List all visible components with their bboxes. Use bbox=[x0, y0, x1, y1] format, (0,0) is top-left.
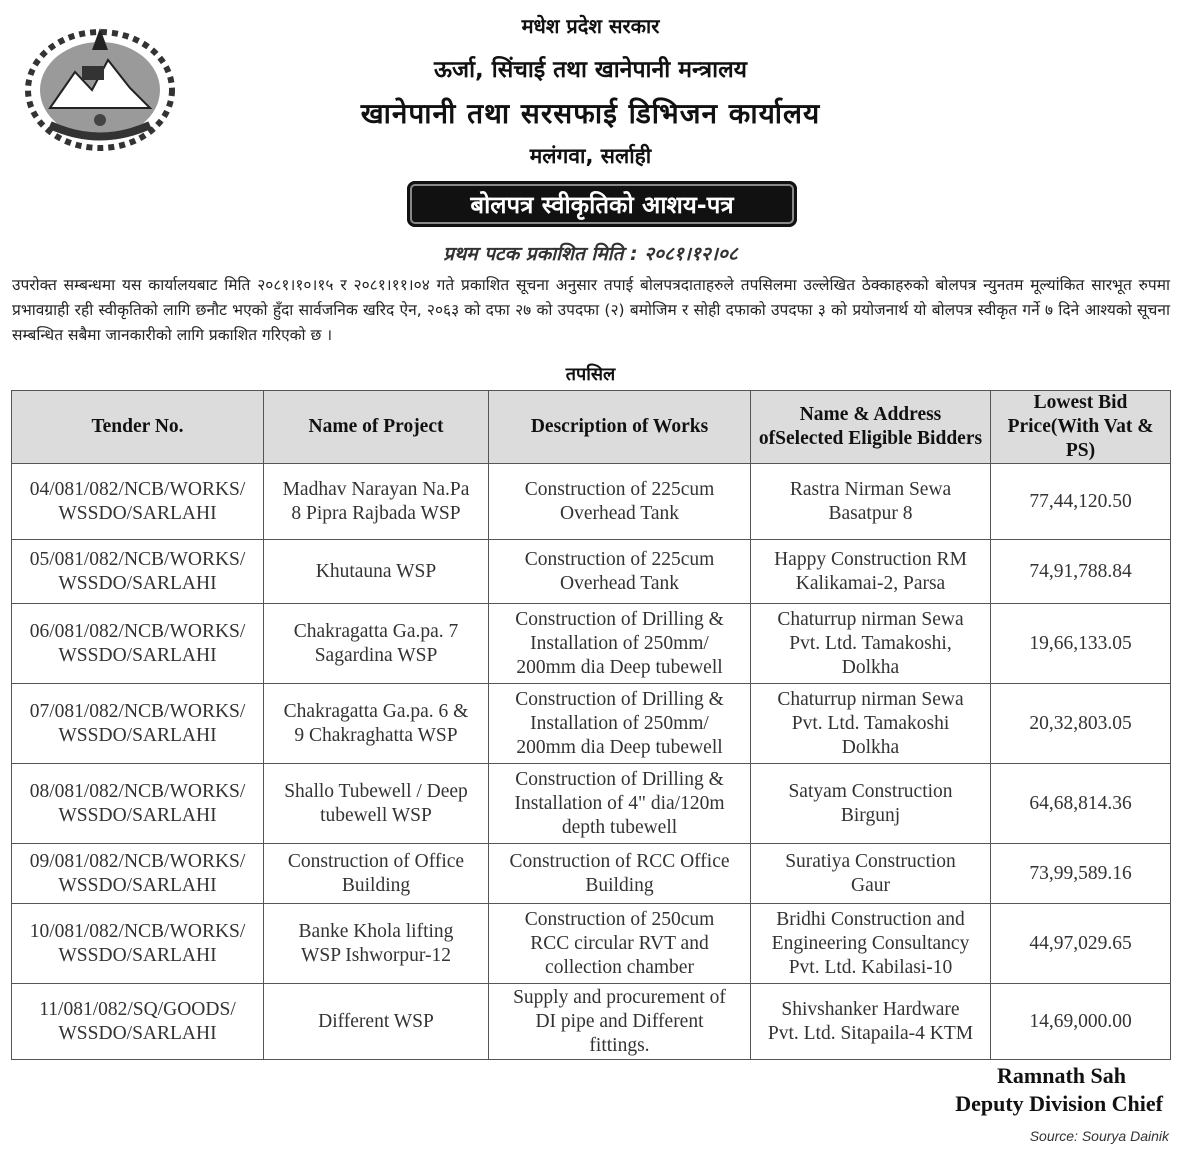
table-row bbox=[12, 844, 1171, 904]
bidder-cell bbox=[751, 464, 991, 540]
work-description-cell bbox=[489, 984, 751, 1060]
cell-text: Birgunj bbox=[840, 804, 901, 826]
work-description-cell bbox=[489, 764, 751, 844]
government-emblem bbox=[20, 20, 180, 155]
cell-text: Construction of Drilling & bbox=[515, 688, 724, 710]
work-description-cell bbox=[489, 904, 751, 984]
cell-text: 200mm dia Deep tubewell bbox=[516, 736, 723, 758]
cell-text: 200mm dia Deep tubewell bbox=[516, 656, 723, 678]
source-credit: Source: Sourya Dainik bbox=[1029, 1128, 1169, 1144]
project-name-cell bbox=[264, 604, 489, 684]
bidder-cell bbox=[751, 764, 991, 844]
cell-text: Happy Construction RM bbox=[774, 548, 967, 570]
cell-text: Shivshanker Hardware bbox=[781, 998, 960, 1020]
cell-text: Satyam Construction bbox=[788, 780, 953, 802]
header-text: Selected Eligible Bidders bbox=[775, 428, 983, 449]
work-description-cell bbox=[489, 464, 751, 540]
tender-table bbox=[11, 390, 1171, 1060]
cell-text: WSSDO/SARLAHI bbox=[58, 944, 217, 966]
cell-text: Chakragatta Ga.pa. 6 & bbox=[283, 700, 469, 722]
cell-text: Pvt. Ltd. Tamakoshi bbox=[791, 712, 950, 734]
cell-text: Shallo Tubewell / Deep bbox=[284, 780, 468, 802]
cell-text: WSSDO/SARLAHI bbox=[58, 874, 217, 896]
bid-price-cell: 74,91,788.84 bbox=[991, 540, 1171, 604]
tender-number-cell bbox=[12, 684, 264, 764]
cell-text: Chaturrup nirman Sewa bbox=[777, 608, 964, 630]
cell-text: Building bbox=[341, 874, 411, 896]
cell-text: Madhav Narayan Na.Pa bbox=[282, 478, 470, 500]
cell-text: 07/081/082/NCB/WORKS/ bbox=[29, 700, 246, 722]
cell-text: 8 Pipra Rajbada WSP bbox=[291, 502, 461, 524]
cell-text: WSP Ishworpur-12 bbox=[300, 944, 451, 966]
cell-text: WSSDO/SARLAHI bbox=[58, 572, 217, 594]
cell-text: tubewell WSP bbox=[320, 804, 432, 826]
col-tender-no-header bbox=[12, 391, 264, 464]
cell-text: 11/081/082/SQ/GOODS/ bbox=[39, 998, 236, 1020]
table-header-row bbox=[12, 391, 1171, 464]
cell-text: Suratiya Construction bbox=[785, 850, 956, 872]
header-text: Tender No. bbox=[91, 416, 184, 437]
cell-text: Bridhi Construction and bbox=[776, 908, 965, 930]
cell-text: Kalikamai-2, Parsa bbox=[795, 572, 946, 594]
col-work-description-header bbox=[489, 391, 751, 464]
cell-text: Installation of 250mm/ bbox=[530, 712, 709, 734]
bid-price-cell: 44,97,029.65 bbox=[991, 904, 1171, 984]
cell-text: Gaur bbox=[851, 874, 890, 896]
table-row bbox=[12, 684, 1171, 764]
cell-text: Overhead Tank bbox=[559, 502, 680, 524]
cell-text: 05/081/082/NCB/WORKS/ bbox=[29, 548, 246, 570]
cell-text: Chakragatta Ga.pa. 7 bbox=[293, 620, 459, 642]
work-description-cell bbox=[489, 844, 751, 904]
cell-text: depth tubewell bbox=[561, 816, 678, 838]
bidder-cell bbox=[751, 540, 991, 604]
cell-text: Khutauna WSP bbox=[315, 560, 437, 582]
cell-text: WSSDO/SARLAHI bbox=[58, 1022, 217, 1044]
bidder-cell bbox=[751, 684, 991, 764]
signatory-title: Deputy Division Chief bbox=[955, 1091, 1163, 1116]
project-name-cell bbox=[264, 904, 489, 984]
cell-text: Dolkha bbox=[841, 656, 900, 678]
col-bidder-header bbox=[751, 391, 991, 464]
col-bid-price-header bbox=[991, 391, 1171, 464]
tender-number-cell bbox=[12, 764, 264, 844]
cell-text: 09/081/082/NCB/WORKS/ bbox=[29, 850, 246, 872]
cell-text: Sagardina WSP bbox=[314, 644, 438, 666]
tender-number-cell bbox=[12, 984, 264, 1060]
bid-price-cell: 77,44,120.50 bbox=[991, 464, 1171, 540]
work-description-cell bbox=[489, 684, 751, 764]
cell-text: WSSDO/SARLAHI bbox=[58, 502, 217, 524]
cell-text: DI pipe and Different bbox=[535, 1010, 704, 1032]
ministry-heading: ऊर्जा, सिंचाई तथा खानेपानी मन्त्रालय bbox=[433, 57, 748, 83]
cell-text: Building bbox=[585, 874, 654, 896]
cell-text: WSSDO/SARLAHI bbox=[58, 804, 217, 826]
cell-text: Construction of 250cum bbox=[524, 908, 715, 930]
header-text: Lowest Bid Price bbox=[1007, 392, 1128, 437]
cell-text: Banke Khola lifting bbox=[298, 920, 454, 942]
tender-number-cell bbox=[12, 604, 264, 684]
intro-paragraph: उपरोक्त सम्बन्धमा यस कार्यालयबाट मिति २०८१।१०।१५ र २०८१।११।०४ गते प्रकाशित सूचना अनुसार तपाई बोलपत्रदाताहरुले तपसिलमा उल्लेखित ठेक्काहरुको बोलपत्र न्युनतम मूल्यांकित सारभूत रुपमा प्रभावग्राही रही स्वीकृतिको लागि छनौट भएको हुँदा सार्वजनिक खरिद ऐन, २०६३ को दफा २७ को उपदफा (२) बमोजिम र सोही दफाको उपदफा ३ को प्रयोजनार्थ यो बोलपत्र स्वीकृत गर्ने ७ दिने आश्यको सूचना सम्बन्धित सबैमा जानकारीको लागि प्रकाशित गरिएको छ । bbox=[12, 276, 1170, 344]
project-name-cell bbox=[264, 764, 489, 844]
project-name-cell bbox=[264, 540, 489, 604]
project-name-cell bbox=[264, 844, 489, 904]
header-text: (With Vat & PS) bbox=[1050, 416, 1154, 461]
cell-text: Installation of 4" dia/120m bbox=[514, 792, 725, 814]
cell-text: Overhead Tank bbox=[559, 572, 680, 594]
table-body bbox=[12, 464, 1171, 1060]
table-row bbox=[12, 904, 1171, 984]
cell-text: Basatpur 8 bbox=[828, 502, 913, 524]
cell-text: WSSDO/SARLAHI bbox=[58, 644, 217, 666]
cell-text: Dolkha bbox=[841, 736, 900, 758]
work-description-cell bbox=[489, 540, 751, 604]
cell-text: WSSDO/SARLAHI bbox=[58, 724, 217, 746]
cell-text: Construction of Drilling & bbox=[515, 768, 724, 790]
tender-number-cell bbox=[12, 540, 264, 604]
cell-text: Construction of RCC Office bbox=[509, 850, 730, 872]
cell-text: Chaturrup nirman Sewa bbox=[777, 688, 964, 710]
cell-text: Pvt. Ltd. Tamakoshi, bbox=[789, 632, 952, 654]
header-text: Name of Project bbox=[308, 416, 444, 437]
table-row bbox=[12, 604, 1171, 684]
cell-text: Construction of Office bbox=[287, 850, 465, 872]
project-name-cell bbox=[264, 464, 489, 540]
cell-text: Construction of 225cum bbox=[524, 548, 715, 570]
signatory-name: Ramnath Sah bbox=[997, 1063, 1126, 1088]
office-location: मलंगवा, सर्लाही bbox=[529, 144, 652, 168]
cell-text: 08/081/082/NCB/WORKS/ bbox=[29, 780, 246, 802]
table-caption: तपसिल bbox=[565, 364, 616, 385]
cell-text: Engineering Consultancy bbox=[771, 932, 970, 954]
tender-number-cell bbox=[12, 464, 264, 540]
bid-price-cell: 73,99,589.16 bbox=[991, 844, 1171, 904]
table-row bbox=[12, 540, 1171, 604]
office-heading: खानेपानी तथा सरसफाई डिभिजन कार्यालय bbox=[360, 97, 821, 130]
header-text: Name & Address of bbox=[758, 404, 942, 449]
cell-text: 06/081/082/NCB/WORKS/ bbox=[29, 620, 246, 642]
cell-text: fittings. bbox=[589, 1034, 650, 1056]
project-name-cell bbox=[264, 684, 489, 764]
cell-text: Pvt. Ltd. Sitapaila-4 KTM bbox=[767, 1022, 974, 1044]
cell-text: 04/081/082/NCB/WORKS/ bbox=[29, 478, 246, 500]
table-row bbox=[12, 464, 1171, 540]
publication-date: प्रथम पटक प्रकाशित मिति : २०८१।१२।०८ bbox=[443, 243, 738, 265]
cell-text: 10/081/082/NCB/WORKS/ bbox=[29, 920, 246, 942]
col-project-name-header bbox=[264, 391, 489, 464]
province-government-heading: मधेश प्रदेश सरकार bbox=[521, 14, 660, 38]
bidder-cell bbox=[751, 984, 991, 1060]
project-name-cell bbox=[264, 984, 489, 1060]
cell-text: Supply and procurement of bbox=[513, 986, 726, 1008]
cell-text: Construction of 225cum bbox=[524, 478, 715, 500]
bidder-cell bbox=[751, 904, 991, 984]
tender-number-cell bbox=[12, 904, 264, 984]
cell-text: Construction of Drilling & bbox=[515, 608, 724, 630]
cell-text: Rastra Nirman Sewa bbox=[789, 478, 952, 500]
header-text: Description of Works bbox=[530, 416, 709, 437]
notice-title-banner: बोलपत्र स्वीकृतिको आशय-पत्र bbox=[407, 181, 797, 227]
cell-text: collection chamber bbox=[545, 956, 694, 978]
cell-text: RCC circular RVT and bbox=[530, 932, 709, 954]
bid-price-cell: 14,69,000.00 bbox=[991, 984, 1171, 1060]
cell-text: Pvt. Ltd. Kabilasi-10 bbox=[788, 956, 953, 978]
bid-price-cell: 64,68,814.36 bbox=[991, 764, 1171, 844]
bidder-cell bbox=[751, 844, 991, 904]
cell-text: Different WSP bbox=[318, 1010, 434, 1032]
bid-price-cell: 19,66,133.05 bbox=[991, 604, 1171, 684]
table-row bbox=[12, 764, 1171, 844]
cell-text: 9 Chakraghatta WSP bbox=[294, 724, 458, 746]
table-row bbox=[12, 984, 1171, 1060]
tender-number-cell bbox=[12, 844, 264, 904]
bid-price-cell: 20,32,803.05 bbox=[991, 684, 1171, 764]
work-description-cell bbox=[489, 604, 751, 684]
cell-text: Installation of 250mm/ bbox=[530, 632, 709, 654]
bidder-cell bbox=[751, 604, 991, 684]
